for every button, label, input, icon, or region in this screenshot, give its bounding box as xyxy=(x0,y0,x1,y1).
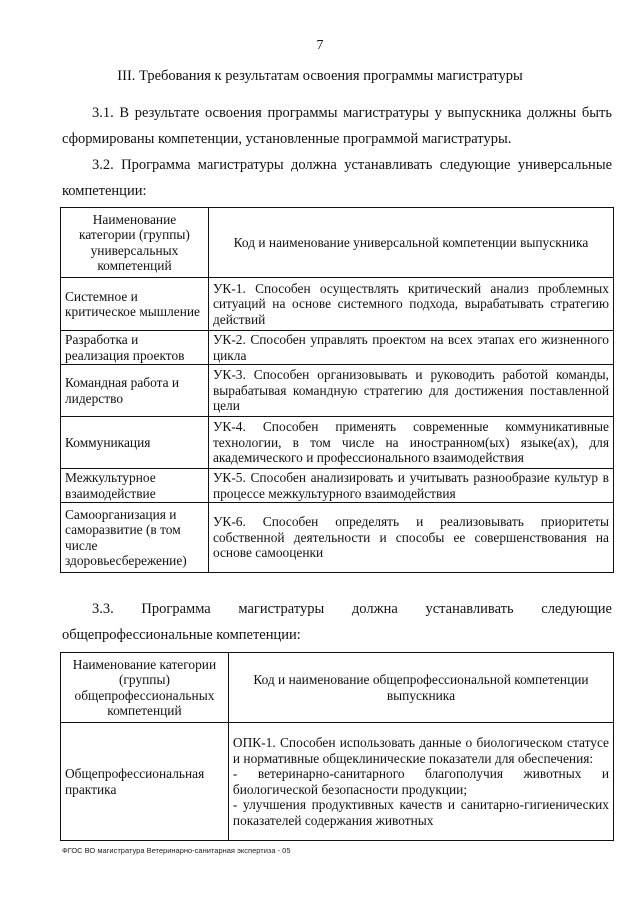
competence-cell: УК-4. Способен применять современные коммуникативные технологии, в том числе на иностранном(ых) языке(ах), для академического и профессионального взаимодействия xyxy=(208,417,613,469)
competence-line: - улучшения продуктивных качеств и санитарно-гигиенических показателей содержания животных xyxy=(232,797,609,828)
category-cell: Коммуникация xyxy=(61,417,209,469)
category-cell: Разработка и реализация проектов xyxy=(61,331,209,365)
footer-note: ФГОС ВО магистратура Ветеринарно-санитарная экспертиза - 05 xyxy=(62,846,291,855)
page-number: 7 xyxy=(316,38,324,53)
category-cell: Системное и критическое мышление xyxy=(61,278,209,331)
table-row xyxy=(61,417,614,469)
competence-cell: УК-3. Способен организовывать и руководить работой команды, вырабатывая командную стратегию для достижения поставленной цели xyxy=(208,365,613,417)
header-category: Наименование категории (группы) общепрофессиональных компетенций xyxy=(61,653,229,723)
table-header-row xyxy=(61,208,614,278)
header-category: Наименование категории (группы) универсальных компетенций xyxy=(61,208,209,278)
header-code: Код и наименование универсальной компетенции выпускника xyxy=(208,208,613,278)
paragraph-3-1: 3.1. В результате освоения программы магистратуры у выпускника должны быть сформированы компетенции, установленные программой магистратуры. xyxy=(62,105,612,147)
competence-line: ОПК-1. Способен использовать данные о биологическом статусе и нормативные общеклинические показатели для обеспечения: xyxy=(232,735,609,766)
universal-competencies-table xyxy=(60,207,614,573)
competence-cell: УК-2. Способен управлять проектом на всех этапах его жизненного цикла xyxy=(208,331,613,365)
category-cell: Командная работа и лидерство xyxy=(61,365,209,417)
table-row xyxy=(61,331,614,365)
competence-cell: УК-6. Способен определять и реализовывать приоритеты собственной деятельности и способы ее совершенствования на основе самооценки xyxy=(208,503,613,573)
category-cell: Общепрофессиональная практика xyxy=(61,723,229,841)
paragraph-3-2: 3.2. Программа магистратуры должна устанавливать следующие универсальные компетенции: xyxy=(62,157,612,199)
table-row xyxy=(61,723,614,841)
competence-cell xyxy=(228,723,613,841)
section-title: III. Требования к результатам освоения программы магистратуры xyxy=(117,68,523,84)
paragraph-3-3: 3.3. Программа магистратуры должна устанавливать следующие xyxy=(92,601,612,617)
category-cell: Самоорганизация и саморазвитие (в том числе здоровьесбережение) xyxy=(61,503,209,573)
table-row xyxy=(61,365,614,417)
category-cell: Межкультурное взаимодействие xyxy=(61,469,209,503)
header-code: Код и наименование общепрофессиональной компетенции выпускника xyxy=(228,653,613,723)
competence-line: - ветеринарно-санитарного благополучия животных и биологической безопасности продукции; xyxy=(232,766,609,797)
general-professional-competencies-table xyxy=(60,652,614,841)
competence-cell: УК-5. Способен анализировать и учитывать разнообразие культур в процессе межкультурного взаимодействия xyxy=(208,469,613,503)
paragraph-3-3-continued: общепрофессиональные компетенции: xyxy=(62,627,301,643)
table-row xyxy=(61,503,614,573)
table-header-row xyxy=(61,653,614,723)
table-row xyxy=(61,469,614,503)
table-row xyxy=(61,278,614,331)
competence-cell: УК-1. Способен осуществлять критический анализ проблемных ситуаций на основе системного подхода, вырабатывать стратегию действий xyxy=(208,278,613,331)
